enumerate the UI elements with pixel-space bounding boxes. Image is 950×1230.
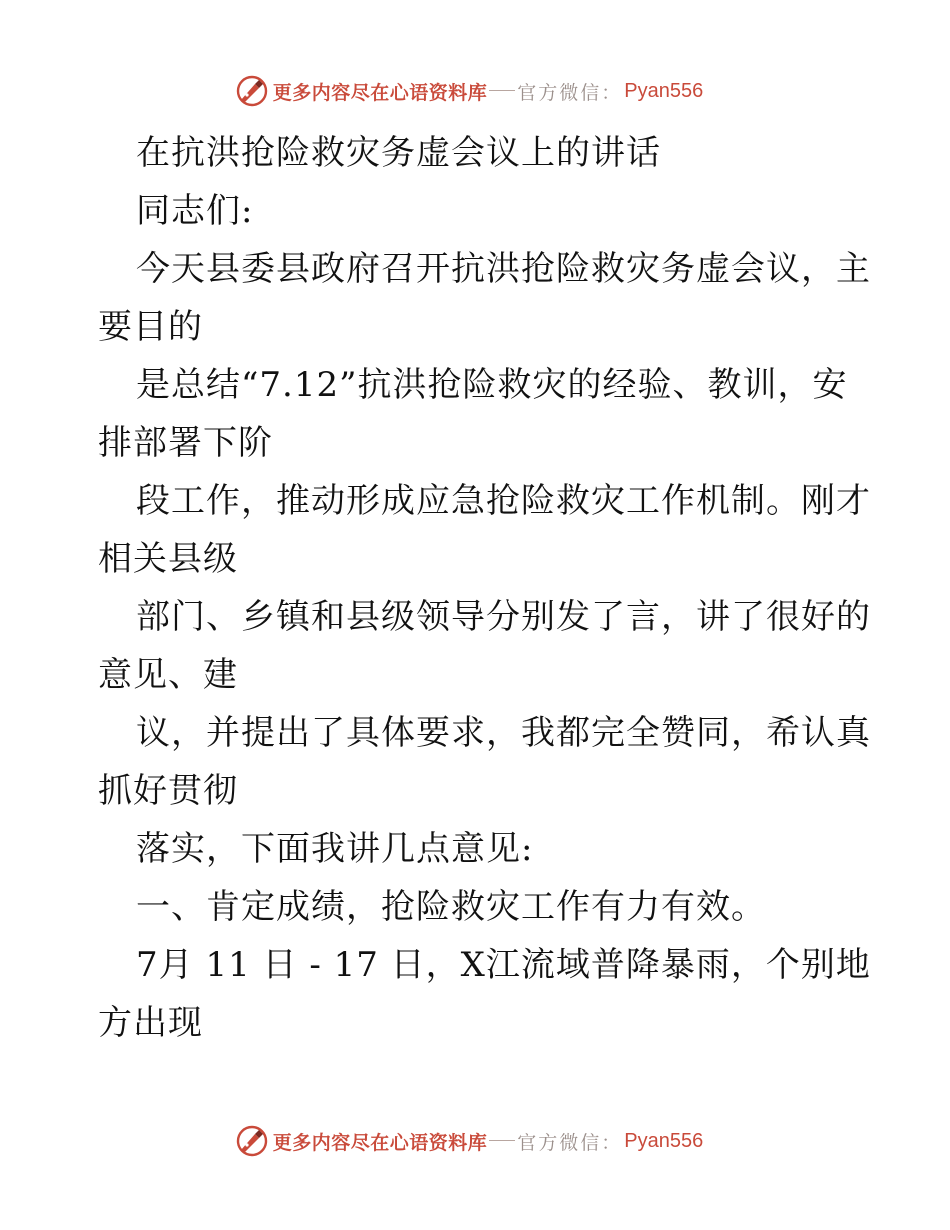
pen-circle-logo-icon <box>235 74 269 108</box>
watermark-main-text: 更多内容尽在心语资料库 <box>272 81 488 104</box>
watermark-official-label: 官方微信： <box>517 81 623 104</box>
salutation-line: 同志们: <box>136 191 254 231</box>
footer-watermark <box>0 1121 950 1161</box>
document-title: 在抗洪抢险救灾务虚会议上的讲话 <box>136 133 661 173</box>
watermark-main-text: 更多内容尽在心语资料库 <box>272 1131 488 1154</box>
watermark-content <box>235 74 704 108</box>
pen-circle-logo-icon <box>235 1124 269 1158</box>
document-body <box>98 124 871 1052</box>
watermark-dash <box>489 1140 515 1141</box>
watermark-official-label: 官方微信： <box>517 1131 623 1154</box>
watermark-dash <box>489 90 515 91</box>
watermark-content <box>235 1124 704 1158</box>
body-line: 7月 11 日 - 17 日，X江流域普降暴雨，个别地 <box>136 945 871 985</box>
body-line: 段工作，推动形成应急抢险救灾工作机制。刚才 <box>136 481 871 521</box>
body-line: 方出现 <box>98 1003 203 1043</box>
body-line: 是总结“7.12”抗洪抢险救灾的经验、教训，安 <box>136 365 848 405</box>
watermark-wechat-id: Pyan556 <box>624 79 704 102</box>
body-line: 落实，下面我讲几点意见: <box>136 829 534 869</box>
body-line: 相关县级 <box>98 539 238 579</box>
body-line: 排部署下阶 <box>98 423 273 463</box>
body-line: 抓好贯彻 <box>98 771 238 811</box>
body-line: 议，并提出了具体要求，我都完全赞同，希认真 <box>136 713 871 753</box>
watermark-wechat-id: Pyan556 <box>624 1129 704 1152</box>
header-watermark <box>0 71 950 111</box>
section-heading: 一、肯定成绩，抢险救灾工作有力有效。 <box>136 887 766 927</box>
body-line: 今天县委县政府召开抗洪抢险救灾务虚会议，主 <box>136 249 871 289</box>
body-line: 部门、乡镇和县级领导分别发了言，讲了很好的 <box>136 597 871 637</box>
body-line: 要目的 <box>98 307 203 347</box>
body-line: 意见、建 <box>98 655 238 695</box>
